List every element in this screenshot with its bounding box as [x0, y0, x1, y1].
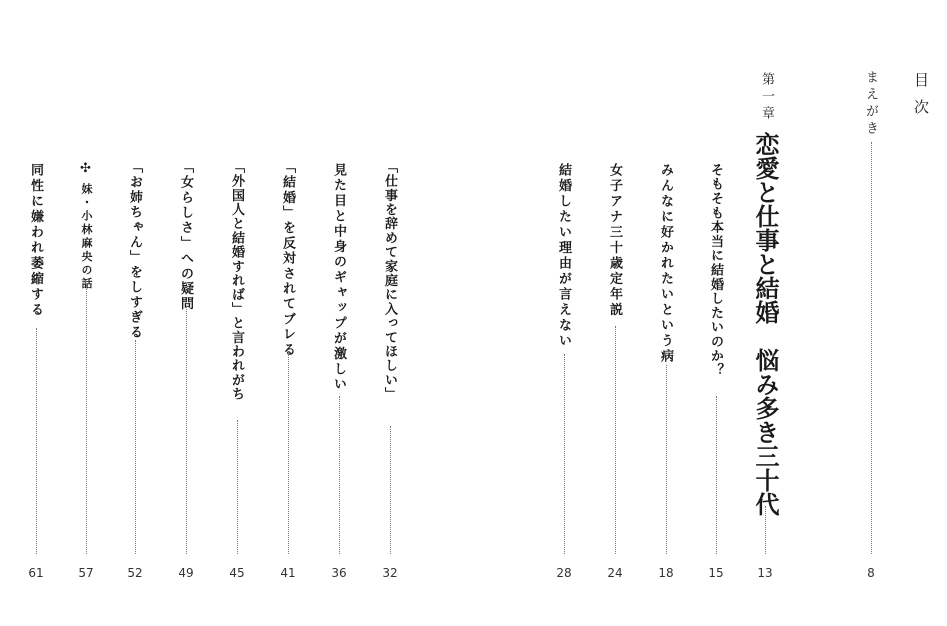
- page-number: 57: [78, 566, 94, 580]
- page-number: 8: [867, 566, 875, 580]
- page-number: 36: [331, 566, 347, 580]
- entry-title: 「お姉ちゃん」をしすぎる: [127, 160, 142, 340]
- leader-dots: [135, 340, 136, 554]
- entry-title: 「女らしさ」への疑問: [178, 160, 193, 312]
- entry-title: 「結婚」を反対されてブレる: [280, 160, 295, 358]
- page-number: 45: [229, 566, 245, 580]
- entry-title: 同性に嫌われ萎縮する: [28, 163, 43, 318]
- page-number: 24: [607, 566, 623, 580]
- entry-title: 結婚したい理由が言えない: [556, 163, 571, 349]
- toc-heading: 目次: [912, 72, 930, 126]
- leader-dots: [615, 326, 616, 554]
- page-number: 13: [757, 566, 773, 580]
- preface-title: まえがき: [863, 70, 878, 138]
- ornament-icon: ✣: [80, 161, 91, 176]
- page-number: 61: [28, 566, 44, 580]
- page-number: 18: [658, 566, 674, 580]
- page-number: 52: [127, 566, 143, 580]
- leader-dots: [666, 365, 667, 554]
- chapter-number: 第一章: [759, 72, 774, 123]
- entry-title: 女子アナ三十歳定年説: [607, 163, 622, 318]
- leader-dots: [237, 420, 238, 554]
- leader-dots: [339, 396, 340, 554]
- page-number: 32: [382, 566, 398, 580]
- leader-dots: [86, 285, 87, 554]
- leader-dots: [186, 306, 187, 554]
- entry-title: みんなに好かれたいという病: [658, 163, 673, 365]
- entry-title: 妹・小林麻央の話: [80, 183, 93, 291]
- chapter-title: 恋愛と仕事と結婚 悩み多き三十代: [751, 132, 780, 516]
- page-number: 41: [280, 566, 296, 580]
- entry-title: そもそも本当に結婚したいのか？: [708, 163, 723, 378]
- leader-dots: [288, 352, 289, 554]
- page-number: 15: [708, 566, 724, 580]
- leader-dots: [564, 354, 565, 554]
- leader-dots: [390, 426, 391, 554]
- leader-dots: [765, 506, 766, 554]
- page-number: 49: [178, 566, 194, 580]
- entry-title: 「外国人と結婚すれば」と言われがち: [229, 160, 244, 402]
- leader-dots: [871, 142, 872, 554]
- entry-title: 「仕事を辞めて家庭に入ってほしい」: [382, 160, 397, 402]
- page-number: 28: [556, 566, 572, 580]
- leader-dots: [36, 328, 37, 554]
- entry-title: 見た目と中身のギャップが激しい: [331, 163, 346, 393]
- leader-dots: [716, 396, 717, 554]
